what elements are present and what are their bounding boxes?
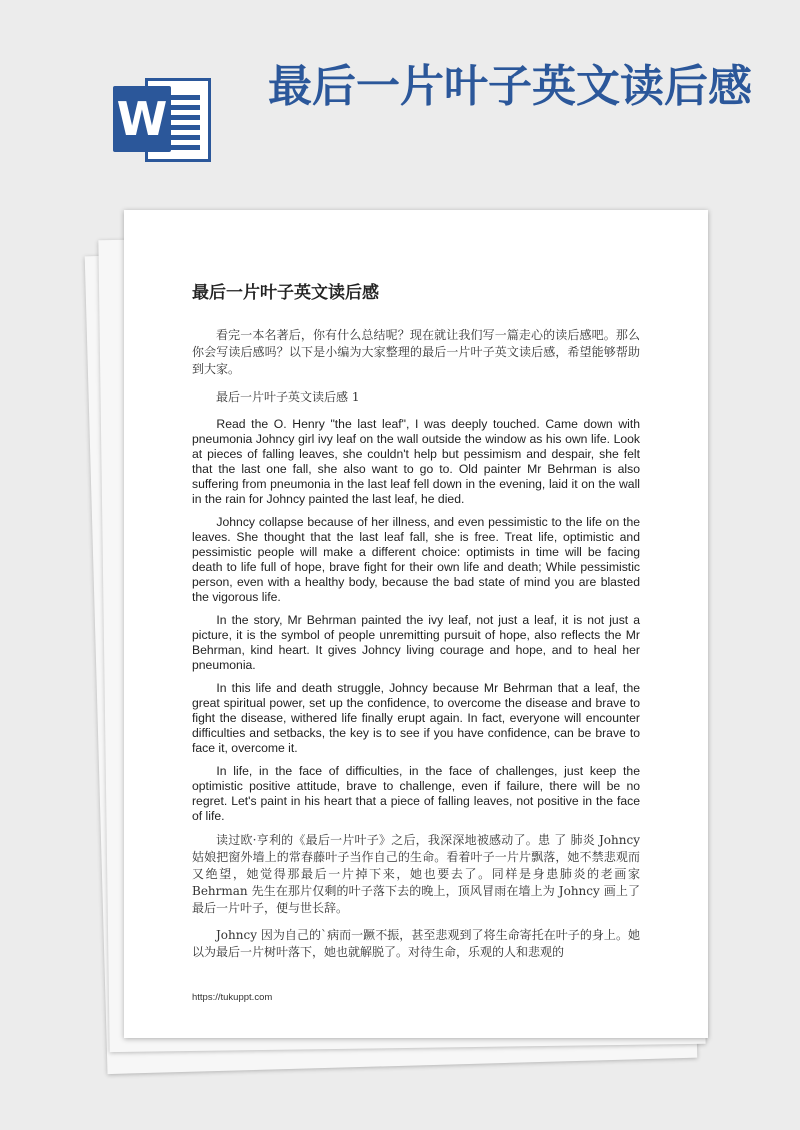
- body-paragraph: Read the O. Henry "the last leaf", I was deeply touched. Came down with pneumonia Johncy girl ivy leaf on the wall outside the window as his own life. Look at pieces of falling leaves, she couldn't help but pessimism and despair, she felt that the last one fall, she also want to go to. Old painter Mr Behrman is also suffering from pneumonia in the last leaf fell down in the evening, laid it on the wall in the rain for Johncy painted the last leaf, he died.: [192, 417, 640, 506]
- word-logo-letter: W: [113, 86, 171, 152]
- body-paragraph: In this life and death struggle, Johncy because Mr Behrman that a leaf, the great spiritual power, set up the confidence, to overcome the disease and brave to fight the disease, withered life finally erupt again. In fact, everyone will encounter difficulties and setbacks, the key is to see if you have confidence, can be brave to face it, overcome it.: [192, 681, 640, 755]
- footer-url[interactable]: https://tukuppt.com: [192, 992, 273, 1003]
- page-title: 最后一片叶子英文读后感: [268, 61, 752, 112]
- chinese-paragraph: Johncy 因为自己的`病而一蹶不振，甚至悲观到了将生命寄托在叶子的身上。她以为最后一片树叶落下，她也就解脱了。对待生命，乐观的人和悲观的: [192, 928, 640, 959]
- body-paragraph: Johncy collapse because of her illness, and even pessimistic to the life on the leaves. She thought that the last leaf fall, she is free. Treat life, optimistic and pessimistic people will make a different choice: optimists in time will be facing death to life full of hope, brave fight for their own life and death; While pessimistic person, even with a healthy body, because the bad state of mind you are blasted the vigorous life.: [192, 515, 640, 604]
- body-paragraph: In life, in the face of difficulties, in the face of challenges, just keep the optimistic positive attitude, brave to challenge, even if failure, there will be no regret. Let's paint in his heart that a piece of falling leaves, not positive in the face of life.: [192, 764, 640, 823]
- document-title: 最后一片叶子英文读后感: [192, 283, 379, 303]
- word-logo-icon: [113, 72, 213, 167]
- section-title: 最后一片叶子英文读后感 1: [216, 390, 360, 404]
- document-page: [124, 210, 708, 1038]
- header: [0, 0, 800, 200]
- body-paragraph: In the story, Mr Behrman painted the ivy leaf, not just a leaf, it is not just a picture, it is the symbol of people unremitting pursuit of hope, also reflects the Mr Behrman, kind heart. It gives Johncy living courage and hope, and to heal her pneumonia.: [192, 613, 640, 672]
- intro-paragraph: 看完一本名著后，你有什么总结呢？现在就让我们写一篇走心的读后感吧。那么你会写读后感吗？以下是小编为大家整理的最后一片叶子英文读后感，希望能够帮助到大家。: [192, 328, 640, 376]
- chinese-paragraph: 读过欧·亨利的《最后一片叶子》之后，我深深地被感动了。患 了 肺炎 Johncy 姑娘把窗外墙上的常春藤叶子当作自己的生命。看着叶子一片片飘落，她不禁悲观而又绝望，她觉得那最后一片掉下来，她也要去了。同样是身患肺炎的老画家 Behrman 先生在那片仅剩的叶子落下去的晚上，顶风冒雨在墙上为 Johncy 画上了最后一片叶子，便与世长辞。: [192, 833, 640, 915]
